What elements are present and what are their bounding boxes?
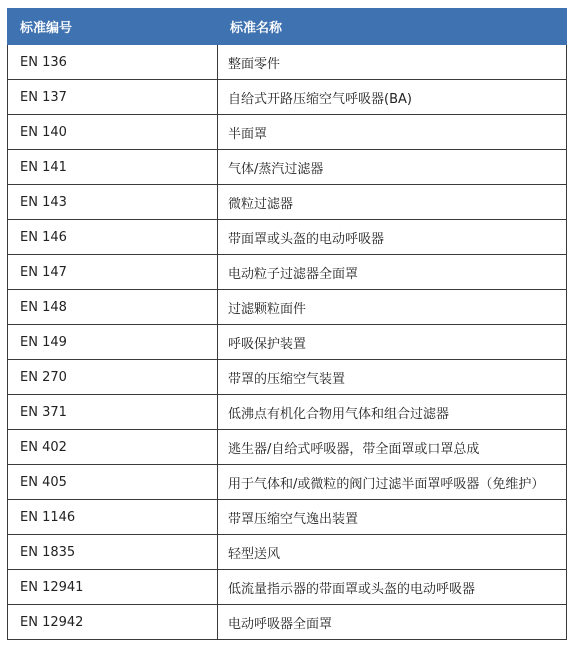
standard-name: 带面罩或头盔的电动呼吸器 — [218, 220, 567, 255]
standards-table-container — [7, 8, 566, 640]
table-row — [8, 395, 567, 430]
standard-name: 半面罩 — [218, 115, 567, 150]
standard-name: 用于气体和/或微粒的阀门过滤半面罩呼吸器（免维护） — [218, 465, 567, 500]
table-row — [8, 290, 567, 325]
standard-code: EN 12942 — [8, 605, 218, 640]
header-row — [8, 9, 567, 45]
table-row — [8, 255, 567, 290]
standard-name: 过滤颗粒面件 — [218, 290, 567, 325]
standard-code: EN 137 — [8, 80, 218, 115]
standard-code: EN 141 — [8, 150, 218, 185]
standard-code: EN 140 — [8, 115, 218, 150]
standard-name: 呼吸保护装置 — [218, 325, 567, 360]
table-row — [8, 500, 567, 535]
standard-name: 气体/蒸汽过滤器 — [218, 150, 567, 185]
table-body — [8, 45, 567, 640]
standard-name: 低流量指示器的带面罩或头盔的电动呼吸器 — [218, 570, 567, 605]
table-row — [8, 605, 567, 640]
table-row — [8, 325, 567, 360]
standard-name: 微粒过滤器 — [218, 185, 567, 220]
standard-code: EN 405 — [8, 465, 218, 500]
standard-code: EN 149 — [8, 325, 218, 360]
table-row — [8, 220, 567, 255]
standard-code: EN 136 — [8, 45, 218, 80]
standard-name: 低沸点有机化合物用气体和组合过滤器 — [218, 395, 567, 430]
standard-code: EN 12941 — [8, 570, 218, 605]
standard-name: 自给式开路压缩空气呼吸器(BA) — [218, 80, 567, 115]
standard-name: 电动呼吸器全面罩 — [218, 605, 567, 640]
header-standard-number: 标准编号 — [8, 9, 218, 45]
standard-code: EN 1146 — [8, 500, 218, 535]
standard-code: EN 148 — [8, 290, 218, 325]
table-row — [8, 430, 567, 465]
table-row — [8, 535, 567, 570]
header-standard-name: 标准名称 — [218, 9, 567, 45]
standard-code: EN 147 — [8, 255, 218, 290]
standard-name: 电动粒子过滤器全面罩 — [218, 255, 567, 290]
standard-code: EN 402 — [8, 430, 218, 465]
standard-code: EN 371 — [8, 395, 218, 430]
table-row — [8, 465, 567, 500]
table-row — [8, 185, 567, 220]
standard-code: EN 143 — [8, 185, 218, 220]
standard-name: 带罩压缩空气逸出装置 — [218, 500, 567, 535]
standards-table — [7, 8, 567, 640]
table-row — [8, 45, 567, 80]
table-header — [8, 9, 567, 45]
standard-name: 轻型送风 — [218, 535, 567, 570]
standard-code: EN 270 — [8, 360, 218, 395]
table-row — [8, 360, 567, 395]
table-row — [8, 115, 567, 150]
standard-name: 带罩的压缩空气装置 — [218, 360, 567, 395]
standard-name: 整面零件 — [218, 45, 567, 80]
table-row — [8, 80, 567, 115]
table-row — [8, 570, 567, 605]
standard-name: 逃生器/自给式呼吸器，带全面罩或口罩总成 — [218, 430, 567, 465]
table-row — [8, 150, 567, 185]
standard-code: EN 1835 — [8, 535, 218, 570]
standard-code: EN 146 — [8, 220, 218, 255]
